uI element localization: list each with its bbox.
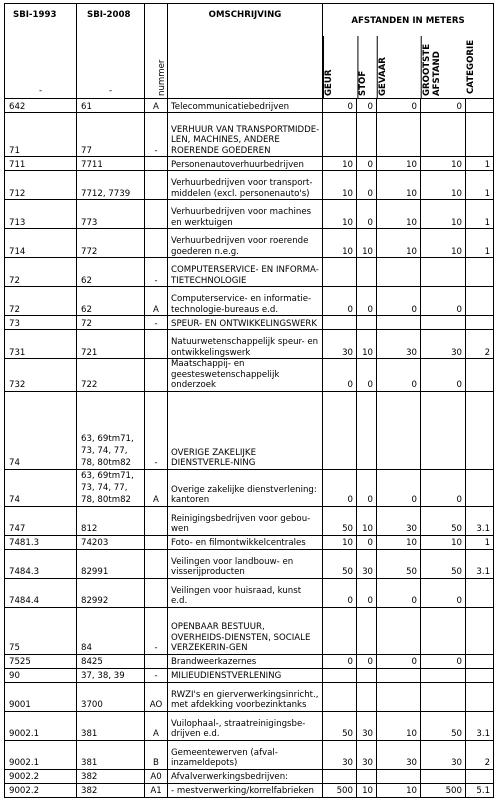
cell-geur: 50 (323, 506, 357, 535)
cell-sbi1993: 9002.1 (5, 711, 77, 740)
cell-stof (357, 258, 377, 287)
col-stof: STOF (357, 36, 377, 98)
cell-gevaar (377, 607, 421, 654)
cell-stof: 0 (357, 469, 377, 506)
cell-sbi2008: 61 (77, 99, 145, 113)
cell-gevaar (377, 258, 421, 287)
cell-categorie: 3.1 (466, 549, 494, 578)
cell-stof: 0 (357, 157, 377, 171)
table-row (5, 200, 494, 229)
col-grootste-afstand: GROOTSTE AFSTAND (421, 36, 466, 98)
cell-grootste-afstand: 50 (421, 506, 466, 535)
cell-stof: 10 (357, 783, 377, 797)
cell-grootste-afstand: 30 (421, 330, 466, 359)
table-row (5, 316, 494, 330)
cell-stof: 10 (357, 330, 377, 359)
cell-nummer (145, 535, 168, 549)
cell-sbi1993: 7525 (5, 654, 77, 668)
cell-sbi1993: 74 (5, 391, 77, 469)
cell-categorie (466, 258, 494, 287)
cell-stof (357, 391, 377, 469)
cell-sbi2008: 63, 69tm71, 73, 74, 77, 78, 80tm82 (77, 469, 145, 506)
cell-omschrijving: Veilingen voor huisraad, kunst e.d. (168, 578, 323, 607)
cell-categorie (466, 113, 494, 157)
cell-grootste-afstand: 0 (421, 654, 466, 668)
cell-stof: 10 (357, 229, 377, 258)
cell-nummer: A (145, 469, 168, 506)
cell-omschrijving: Foto- en filmontwikkelcentrales (168, 535, 323, 549)
table-row (5, 506, 494, 535)
cell-sbi1993: 7484.3 (5, 549, 77, 578)
cell-categorie: 2 (466, 740, 494, 769)
table-row (5, 258, 494, 287)
cell-omschrijving: Maatschappij- en geesteswetenschappelijk onderzoek (168, 359, 323, 392)
cell-categorie: 1 (466, 200, 494, 229)
table-row (5, 654, 494, 668)
cell-gevaar: 0 (377, 654, 421, 668)
cell-geur: 500 (323, 783, 357, 797)
cell-grootste-afstand (421, 258, 466, 287)
cell-nummer (145, 229, 168, 258)
cell-sbi2008: 381 (77, 740, 145, 769)
cell-nummer: B (145, 740, 168, 769)
cell-stof: 30 (357, 549, 377, 578)
cell-sbi1993: 7484.4 (5, 578, 77, 607)
cell-geur: 10 (323, 535, 357, 549)
cell-categorie (466, 607, 494, 654)
cell-sbi1993: 9002.2 (5, 783, 77, 797)
cell-categorie (466, 769, 494, 783)
cell-gevaar: 10 (377, 535, 421, 549)
table-row (5, 287, 494, 316)
cell-geur (323, 682, 357, 711)
table-row (5, 229, 494, 258)
cell-categorie: 2 (466, 330, 494, 359)
cell-sbi1993: 7481.3 (5, 535, 77, 549)
document-page (4, 3, 494, 798)
cell-stof: 0 (357, 171, 377, 200)
cell-categorie: 1 (466, 171, 494, 200)
cell-sbi1993: 642 (5, 99, 77, 113)
cell-sbi1993: 712 (5, 171, 77, 200)
cell-gevaar: 30 (377, 506, 421, 535)
cell-sbi1993: 74 (5, 469, 77, 506)
cell-grootste-afstand (421, 607, 466, 654)
cell-sbi2008: 62 (77, 258, 145, 287)
cell-grootste-afstand: 10 (421, 535, 466, 549)
cell-omschrijving: Computerservice- en informatie-technologie-bureaus e.d. (168, 287, 323, 316)
cell-geur: 50 (323, 549, 357, 578)
cell-sbi2008: 772 (77, 229, 145, 258)
table-row (5, 740, 494, 769)
table-row (5, 171, 494, 200)
cell-categorie (466, 316, 494, 330)
cell-nummer (145, 200, 168, 229)
table-row (5, 607, 494, 654)
cell-grootste-afstand (421, 682, 466, 711)
cell-nummer: - (145, 258, 168, 287)
cell-omschrijving: VERHUUR VAN TRANSPORTMIDDE-LEN, MACHINES, ANDERE ROERENDE GOEDEREN (168, 113, 323, 157)
cell-sbi2008: 382 (77, 769, 145, 783)
cell-nummer: A (145, 711, 168, 740)
col-geur: GEUR (323, 36, 357, 98)
cell-grootste-afstand: 0 (421, 578, 466, 607)
cell-grootste-afstand (421, 391, 466, 469)
cell-grootste-afstand: 500 (421, 783, 466, 797)
cell-categorie (466, 682, 494, 711)
cell-sbi1993: 73 (5, 316, 77, 330)
cell-stof: 30 (357, 711, 377, 740)
cell-nummer: A1 (145, 783, 168, 797)
cell-grootste-afstand: 10 (421, 171, 466, 200)
cell-sbi1993: 731 (5, 330, 77, 359)
cell-nummer (145, 157, 168, 171)
cell-grootste-afstand (421, 113, 466, 157)
cell-gevaar (377, 113, 421, 157)
cell-stof (357, 316, 377, 330)
cell-sbi2008: 812 (77, 506, 145, 535)
cell-geur: 0 (323, 287, 357, 316)
cell-sbi1993: 71 (5, 113, 77, 157)
cell-gevaar: 30 (377, 740, 421, 769)
cell-stof: 0 (357, 200, 377, 229)
cell-categorie (466, 469, 494, 506)
cell-geur (323, 391, 357, 469)
cell-sbi2008: 72 (77, 316, 145, 330)
cell-geur: 10 (323, 171, 357, 200)
cell-sbi2008: 74203 (77, 535, 145, 549)
cell-stof: 0 (357, 99, 377, 113)
cell-geur: 0 (323, 469, 357, 506)
cell-gevaar (377, 769, 421, 783)
cell-sbi2008: 773 (77, 200, 145, 229)
cell-grootste-afstand: 10 (421, 200, 466, 229)
cell-sbi2008: 381 (77, 711, 145, 740)
cell-omschrijving: Verhuurbedrijven voor roerende goederen n.e.g. (168, 229, 323, 258)
cell-stof: 30 (357, 740, 377, 769)
cell-omschrijving: Telecommunicatiebedrijven (168, 99, 323, 113)
cell-sbi2008: 7711 (77, 157, 145, 171)
cell-sbi1993: 72 (5, 258, 77, 287)
cell-sbi2008: 82991 (77, 549, 145, 578)
cell-categorie: 1 (466, 535, 494, 549)
cell-gevaar (377, 391, 421, 469)
cell-sbi1993: 9002.1 (5, 740, 77, 769)
col-categorie: CATEGORIE (465, 39, 476, 94)
cell-grootste-afstand: 0 (421, 99, 466, 113)
cell-grootste-afstand: 10 (421, 229, 466, 258)
cell-geur: 30 (323, 330, 357, 359)
cell-gevaar: 0 (377, 578, 421, 607)
table-row (5, 783, 494, 797)
table-row (5, 391, 494, 469)
cell-sbi2008: 8425 (77, 654, 145, 668)
cell-gevaar: 0 (377, 287, 421, 316)
cell-categorie (466, 578, 494, 607)
cell-omschrijving: Overige zakelijke dienstverlening: kantoren (168, 469, 323, 506)
table-row (5, 330, 494, 359)
cell-stof (357, 607, 377, 654)
cell-sbi1993: 711 (5, 157, 77, 171)
col-omschrijving: OMSCHRIJVING (168, 4, 323, 99)
col-nummer: nummer (145, 4, 168, 99)
cell-geur: 30 (323, 740, 357, 769)
cell-sbi1993: 732 (5, 359, 77, 392)
cell-geur (323, 258, 357, 287)
cell-grootste-afstand: 10 (421, 157, 466, 171)
table-row (5, 549, 494, 578)
cell-categorie (466, 287, 494, 316)
cell-sbi2008: 3700 (77, 682, 145, 711)
cell-categorie: 1 (466, 157, 494, 171)
cell-stof: 0 (357, 359, 377, 392)
cell-nummer: - (145, 316, 168, 330)
cell-grootste-afstand (421, 316, 466, 330)
cell-nummer (145, 506, 168, 535)
cell-omschrijving: Verhuurbedrijven voor transport-middelen (excl. personenauto's) (168, 171, 323, 200)
cell-grootste-afstand: 30 (421, 740, 466, 769)
cell-geur (323, 668, 357, 682)
cell-nummer (145, 549, 168, 578)
cell-grootste-afstand: 0 (421, 469, 466, 506)
col-sbi1993: SBI-1993 - (5, 4, 77, 99)
table-row (5, 711, 494, 740)
cell-gevaar (377, 668, 421, 682)
cell-omschrijving: Gemeentewerven (afval-inzameldepots) (168, 740, 323, 769)
cell-nummer: - (145, 113, 168, 157)
table-row (5, 113, 494, 157)
cell-geur (323, 607, 357, 654)
cell-stof (357, 769, 377, 783)
cell-geur: 0 (323, 359, 357, 392)
cell-nummer: A0 (145, 769, 168, 783)
cell-grootste-afstand: 50 (421, 711, 466, 740)
cell-sbi1993: 90 (5, 668, 77, 682)
cell-stof (357, 682, 377, 711)
cell-nummer (145, 359, 168, 392)
cell-sbi2008: 37, 38, 39 (77, 668, 145, 682)
cell-omschrijving: Natuurwetenschappelijk speur- en ontwikkelingswerk (168, 330, 323, 359)
cell-categorie: 1 (466, 229, 494, 258)
cell-omschrijving: COMPUTERSERVICE- EN INFORMA-TIETECHNOLOGIE (168, 258, 323, 287)
cell-sbi1993: 9001 (5, 682, 77, 711)
cell-sbi1993: 9002.2 (5, 769, 77, 783)
table-row (5, 578, 494, 607)
table-row (5, 359, 494, 392)
cell-grootste-afstand: 50 (421, 549, 466, 578)
cell-omschrijving: Veilingen voor landbouw- en visserijproducten (168, 549, 323, 578)
cell-stof: 0 (357, 287, 377, 316)
cell-categorie (466, 391, 494, 469)
cell-sbi1993: 714 (5, 229, 77, 258)
cell-omschrijving: Verhuurbedrijven voor machines en werktuigen (168, 200, 323, 229)
cell-stof: 10 (357, 506, 377, 535)
table-row (5, 769, 494, 783)
cell-gevaar: 10 (377, 783, 421, 797)
cell-geur: 10 (323, 229, 357, 258)
cell-categorie: 3.1 (466, 711, 494, 740)
cell-sbi2008: 77 (77, 113, 145, 157)
cell-sbi2008: 63, 69tm71, 73, 74, 77, 78, 80tm82 (77, 391, 145, 469)
cell-gevaar (377, 682, 421, 711)
col-afstanden: AFSTANDEN IN METERS GEUR STOF GEVAAR GROOTSTE AFSTAND CATEGORIE (323, 4, 494, 99)
cell-geur: 50 (323, 711, 357, 740)
cell-nummer (145, 330, 168, 359)
table-row (5, 469, 494, 506)
cell-omschrijving: RWZI's en gierverwerkingsinricht., met afdekking voorbezinktanks (168, 682, 323, 711)
cell-gevaar: 50 (377, 549, 421, 578)
cell-nummer: - (145, 391, 168, 469)
header-row (5, 4, 494, 99)
cell-omschrijving: OPENBAAR BESTUUR, OVERHEIDS-DIENSTEN, SOCIALE VERZEKERIN-GEN (168, 607, 323, 654)
cell-geur (323, 769, 357, 783)
cell-stof: 0 (357, 654, 377, 668)
table-row (5, 535, 494, 549)
cell-sbi2008: 7712, 7739 (77, 171, 145, 200)
cell-nummer (145, 578, 168, 607)
cell-sbi2008: 62 (77, 287, 145, 316)
cell-geur: 10 (323, 200, 357, 229)
cell-nummer: A (145, 99, 168, 113)
table-row (5, 99, 494, 113)
cell-grootste-afstand: 0 (421, 359, 466, 392)
cell-gevaar: 10 (377, 711, 421, 740)
cell-gevaar: 0 (377, 359, 421, 392)
cell-gevaar: 10 (377, 157, 421, 171)
cell-nummer: - (145, 607, 168, 654)
cell-sbi2008: 722 (77, 359, 145, 392)
cell-stof (357, 668, 377, 682)
cell-geur: 0 (323, 578, 357, 607)
col-gevaar: GEVAAR (377, 36, 421, 98)
cell-sbi2008: 82992 (77, 578, 145, 607)
cell-sbi2008: 721 (77, 330, 145, 359)
cell-sbi1993: 747 (5, 506, 77, 535)
cell-nummer: - (145, 668, 168, 682)
table-row (5, 157, 494, 171)
cell-omschrijving: Afvalverwerkingsbedrijven: (168, 769, 323, 783)
cell-geur (323, 316, 357, 330)
cell-sbi2008: 382 (77, 783, 145, 797)
cell-sbi2008: 84 (77, 607, 145, 654)
cell-omschrijving: Reinigingsbedrijven voor gebou-wen (168, 506, 323, 535)
cell-nummer: A (145, 287, 168, 316)
table-row (5, 682, 494, 711)
cell-gevaar: 0 (377, 99, 421, 113)
cell-sbi1993: 713 (5, 200, 77, 229)
cell-stof: 0 (357, 578, 377, 607)
cell-nummer (145, 654, 168, 668)
cell-omschrijving: MILIEUDIENSTVERLENING (168, 668, 323, 682)
cell-categorie (466, 99, 494, 113)
cell-categorie (466, 654, 494, 668)
cell-geur: 10 (323, 157, 357, 171)
cell-gevaar: 0 (377, 469, 421, 506)
col-sbi2008: SBI-2008 - (77, 4, 145, 99)
cell-nummer (145, 171, 168, 200)
cell-categorie: 5.1 (466, 783, 494, 797)
cell-stof (357, 113, 377, 157)
cell-gevaar (377, 316, 421, 330)
cell-omschrijving: SPEUR- EN ONTWIKKELINGSWERK (168, 316, 323, 330)
cell-gevaar: 10 (377, 229, 421, 258)
cell-sbi1993: 72 (5, 287, 77, 316)
cell-nummer: AO (145, 682, 168, 711)
cell-omschrijving: Vuilophaal-, straatreinigingsbe-drijven e.d. (168, 711, 323, 740)
cell-geur: 0 (323, 99, 357, 113)
cell-omschrijving: - mestverwerking/korrelfabrieken (168, 783, 323, 797)
table-row (5, 668, 494, 682)
cell-geur (323, 113, 357, 157)
cell-categorie (466, 668, 494, 682)
cell-stof: 0 (357, 535, 377, 549)
distance-table (4, 3, 494, 798)
cell-omschrijving: OVERIGE ZAKELIJKE DIENSTVERLE-NING (168, 391, 323, 469)
table-body (5, 99, 494, 798)
cell-grootste-afstand (421, 668, 466, 682)
cell-omschrijving: Personenautoverhuurbedrijven (168, 157, 323, 171)
cell-grootste-afstand: 0 (421, 287, 466, 316)
cell-gevaar: 10 (377, 200, 421, 229)
cell-gevaar: 30 (377, 330, 421, 359)
cell-omschrijving: Brandweerkazernes (168, 654, 323, 668)
cell-gevaar: 10 (377, 171, 421, 200)
cell-categorie: 3.1 (466, 506, 494, 535)
cell-sbi1993: 75 (5, 607, 77, 654)
cell-geur: 0 (323, 654, 357, 668)
cell-grootste-afstand (421, 769, 466, 783)
cell-categorie (466, 359, 494, 392)
